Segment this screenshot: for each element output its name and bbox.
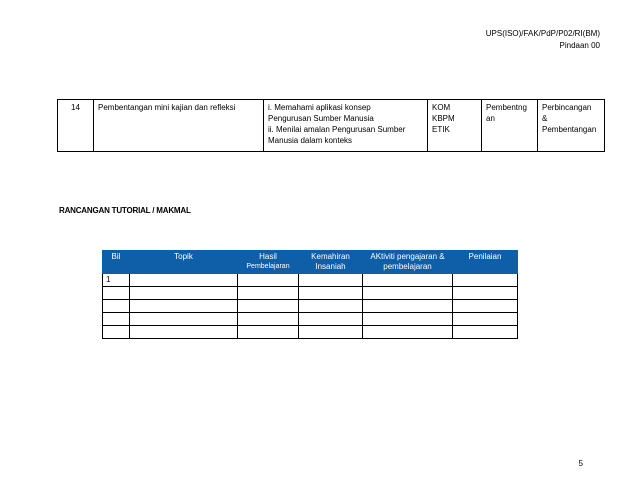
header-kemahiran: Kemahiran Insaniah (299, 251, 363, 274)
table-row (103, 300, 518, 313)
soft-skills-cell (428, 100, 482, 152)
assessment-cell (538, 100, 605, 152)
page-number: 5 (578, 459, 583, 468)
table-row (103, 274, 518, 287)
outcome-line: ii. Menilai amalan Pengurusan Sumber (268, 125, 406, 134)
activity-cell (482, 100, 538, 152)
activity-line: an (486, 114, 495, 123)
assessment-line: & (542, 114, 548, 123)
learning-outcomes-cell (264, 100, 428, 152)
row-number: 1 (103, 274, 130, 287)
header-bil: Bil (103, 251, 130, 274)
skill-code: KBPM (432, 114, 455, 123)
section-title: RANCANGAN TUTORIAL / MAKMAL (59, 206, 191, 215)
skill-code: KOM (432, 103, 451, 112)
table-row (103, 326, 518, 339)
assessment-line: Pembentangan (542, 125, 597, 134)
topic-cell: Pembentangan mini kajian dan refleksi (94, 100, 264, 152)
table-header-row (103, 251, 518, 274)
activity-line: Pembentng (486, 103, 527, 112)
revision-label: Pindaan 00 (559, 41, 600, 50)
teaching-plan-table (57, 99, 605, 152)
header-hasil: Hasil Pembelajaran (238, 251, 299, 274)
header-penilaian: Penilaian (453, 251, 518, 274)
document-code-block (486, 28, 600, 52)
table-row (103, 313, 518, 326)
document-code: UPS(ISO)/FAK/PdP/P02/RI(BM) (485, 29, 600, 38)
outcome-line: i. Memahami aplikasi konsep (268, 103, 371, 112)
header-aktiviti: AKtiviti pengajaran & pembelajaran (363, 251, 453, 274)
outcome-line: Manusia dalam konteks (268, 136, 353, 145)
week-number: 14 (58, 100, 94, 152)
skill-code: ETIK (432, 125, 450, 134)
assessment-line: Perbincangan (542, 103, 592, 112)
outcome-line: Pengurusan Sumber Manusia (268, 114, 374, 123)
tutorial-plan-table (102, 250, 518, 339)
table-row (103, 287, 518, 300)
table-row (58, 100, 605, 152)
header-topik: Topik (130, 251, 238, 274)
